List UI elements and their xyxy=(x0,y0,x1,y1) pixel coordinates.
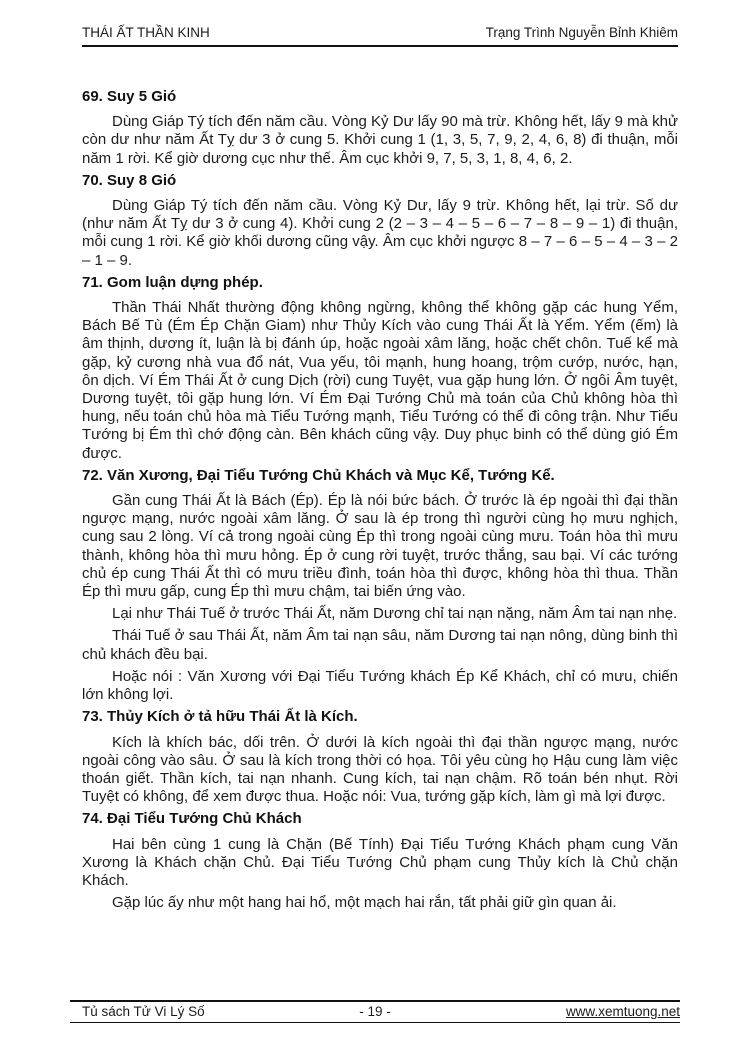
footer-page-number: - 19 - xyxy=(359,1004,391,1019)
section-70 xyxy=(82,172,678,270)
section-heading: 69. Suy 5 Gió xyxy=(82,88,177,105)
section-69 xyxy=(82,88,678,168)
section-paragraph: Hoặc nói : Văn Xương với Đại Tiểu Tướng khách Ép Kể Khách, chỉ có mưu, chiến lớn không lợi. xyxy=(82,667,678,704)
section-paragraph: Lại như Thái Tuế ở trước Thái Ất, năm Dương chỉ tai nạn nặng, năm Âm tai nạn nhẹ. xyxy=(112,605,678,623)
section-paragraph: Hai bên cùng 1 cung là Chặn (Bế Tính) Đại Tiểu Tướng Khách phạm cung Văn Xương là Khách chặn Chủ. Đại Tiểu Tướng Chủ phạm cung Thủy kích là Chủ chặn Khách. xyxy=(82,835,678,889)
page-footer xyxy=(70,1000,680,1023)
document-body xyxy=(82,86,678,916)
section-72 xyxy=(82,467,678,704)
section-73 xyxy=(82,708,678,806)
header-author: Trạng Trình Nguyễn Bỉnh Khiêm xyxy=(485,25,678,40)
section-paragraph: Dùng Giáp Tý tích đến năm cầu. Vòng Kỷ Dư, lấy 9 trừ. Không hết, lại trừ. Số dư (như năm Ất Tỵ dư 3 ở cung 4). Khởi cung 2 (2 – 3 – 4 – 5 – 6 – 7 – 8 – 9 – 1) đi thuận, mỗi cung 1 rời. Kể giờ khối dương cũng vậy. Âm cục khởi ngược 8 – 7 – 6 – 5 – 4 – 3 – 2 – 1 – 9. xyxy=(82,197,678,269)
section-71 xyxy=(82,274,678,463)
section-paragraph: Thái Tuế ở sau Thái Ất, năm Âm tai nạn sâu, năm Dương tai nạn nông, dùng binh thì chủ khách đều bại. xyxy=(82,627,678,663)
section-74 xyxy=(82,810,678,912)
section-heading: 71. Gom luận dựng phép. xyxy=(82,273,263,291)
section-paragraph: Kích là khích bác, dối trên. Ở dưới là kích ngoài thì đại thần ngược mạng, nước ngoài công vào sâu. Ở sau là kích trong thời có họa. Tôi yêu cùng họ Hậu cung làm việc thoán giết. Thần kích, tai nạn nhanh. Cung kích, tai nạn chậm. Rõ toán bén nhụt. Rời Tuyệt có không, để xem được thua. Hoặc nói: Vua, tướng gặp kích, làm gì mà lợi được. xyxy=(82,733,678,806)
section-heading: 70. Suy 8 Gió xyxy=(82,171,177,189)
header-book-title: THÁI ẤT THẦN KINH xyxy=(82,25,210,40)
section-heading: 72. Văn Xương, Đại Tiểu Tướng Chủ Khách và Mục Kể, Tướng Kể. xyxy=(82,466,555,484)
footer-website-link[interactable]: www.xemtuong.net xyxy=(565,1004,680,1019)
section-heading: 74. Đại Tiểu Tướng Chủ Khách xyxy=(82,810,302,828)
section-paragraph: Thần Thái Nhất thường động không ngừng, không thể không gặp các hung Yểm, Bách Bế Tù (Ém Ép Chặn Giam) như Thủy Kích vào cung Thái Ất là Yểm. Yểm (ếm) là âm thịnh, dương ít, luận là bị đánh úp, hoặc ngoài xâm lăng, hoặc chết chôn. Tuế kể mà gặp, kỷ cương nhà vua đổ nát, Vua yếu, tôi mạnh, hung hoang, trộm cướp, nước, hạn, ôn dịch. Ví Ém Thái Ất ở cung Dịch (rời) cung Tuyệt, vua gặp hung lớn. Ở ngôi Âm tuyệt, Dương tuyệt, tôi gặp hung lớn. Ví Ém Đại Tướng Chủ mà toán của Chủ không hòa thì hung, nếu toán chủ hòa mà Tiểu Tướng mạnh, Tiểu Tướng có thể đi công trận. Như Tiểu Tướng bị Ém thì chớ động càn. Bên khách cũng vậy. Duy phục binh có thể dùng gió Ém được. xyxy=(82,299,678,462)
section-paragraph: Gần cung Thái Ất là Bách (Ép). Ép là nói bức bách. Ở trước là ép ngoài thì đại thần ngược mạng, nước ngoài xâm lăng. Ở sau là ép trong thì người cùng họ mưu nghịch, cung sau 2 lòng. Ví cả trong ngoài cùng Ép thì trong ngoài cùng mưu. Toán hòa thì mưu thành, không hòa thì mưu hỏng. Ép ở cung rời tuyệt, trước thắng, sau bại. Ví các tướng chủ ép cung Thái Ất thì có mưu triều đình, toán hòa thì được, không hòa thì thua. Thần Ép thì mưu gấp, cung Ép thì mưu chậm, tai biến ứng vào. xyxy=(82,492,678,601)
page-header xyxy=(82,25,678,47)
section-heading: 73. Thủy Kích ở tả hữu Thái Ất là Kích. xyxy=(82,708,358,726)
footer-series-title: Tủ sách Tử Vi Lý Số xyxy=(82,1004,205,1019)
section-paragraph: Dùng Giáp Tý tích đến năm cầu. Vòng Kỷ Dư lấy 90 mà trừ. Không hết, lấy 9 mà khử còn dư như năm Ất Tỵ dư 3 ở cung 5. Khởi cung 1 (1, 3, 5, 7, 9, 2, 4, 6, 8) đi thuận, mỗi năm 1 rời. Kể giờ dương cục như thế. Âm cục khởi 9, 7, 5, 3, 1, 8, 4, 6, 2. xyxy=(82,113,678,167)
section-paragraph: Gặp lúc ấy như một hang hai hổ, một mạch hai rắn, tất phải giữ gìn quan ải. xyxy=(112,894,617,912)
